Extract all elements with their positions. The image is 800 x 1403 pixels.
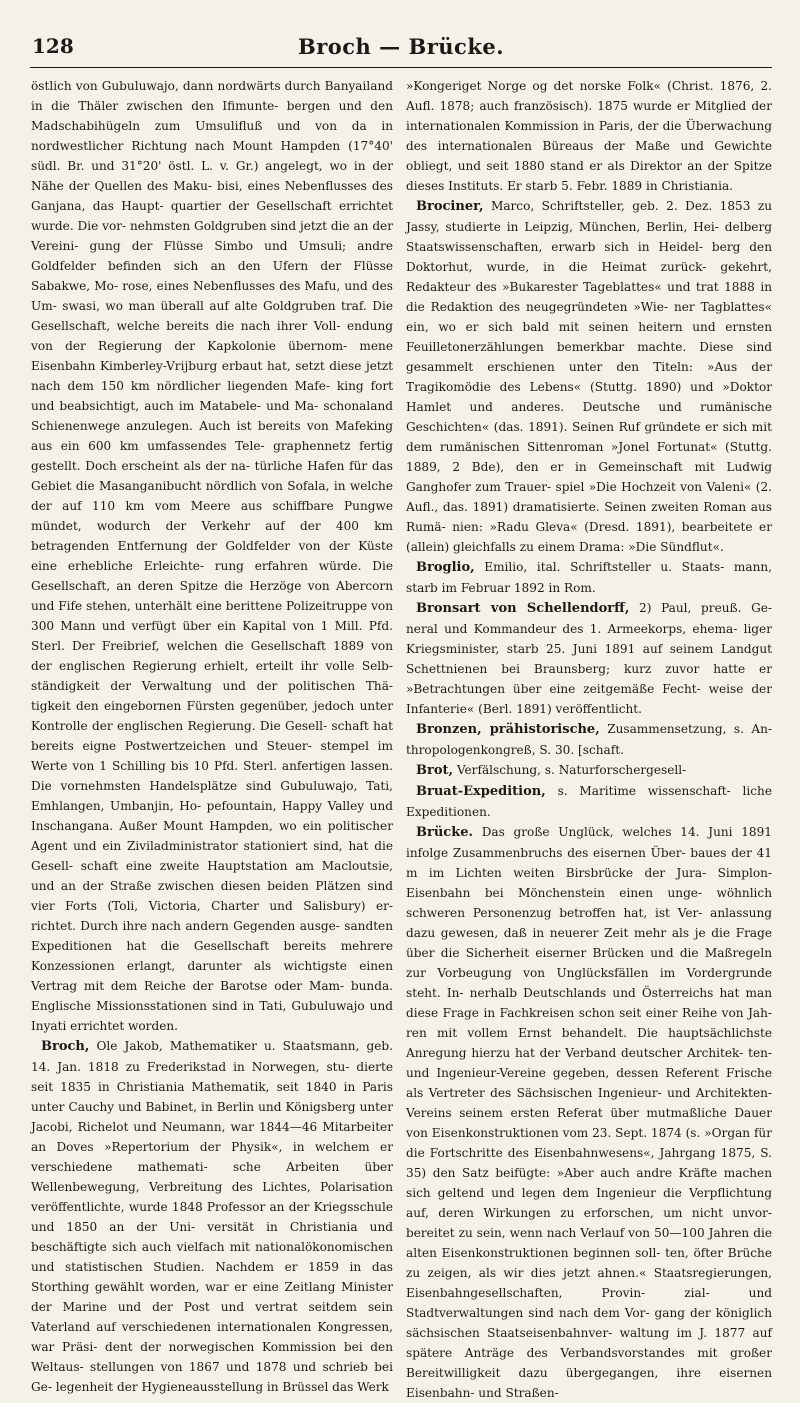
- entry-text: Marco, Schriftsteller, geb. 2. Dez. 1853 zu Jassy, studierte in Leipzig, München, Berlin, Hei- delberg Staatswissenschaften, erwarb sich in Heidel- berg den Doktorhut, wurde, in die Heimat zurück- gekehrt, Redakteur des »Bukarester Tageblattes« und trat 1888 in die Redaktion des neugegründeten »Wie- ner Tagblattes« ein, wo er sich bald mit seinen heitern und ernsten Feuilletonerzählungen bemerkbar machte. Diese sind gesammelt erschienen unter den Titeln: »Aus der Tragikomödie des Lebens« (Stuttg. 1890) und »Doktor Hamlet und anderes. Deutsche und rumänische Geschichten« (das. 1891). Seinen Ruf gründete er sich mit dem rumänischen Sittenroman »Jonel Fortunat« (Stuttg. 1889, 2 Bde), den er in Gemeinschaft mit Ludwig Ganghofer zum Trauer- spiel »Die Hochzeit von Valeni« (2. Aufl., das. 1891) dramatisierte. Seinen zweiten Roman aus Rumä- nien: »Radu Gleva« (Dresd. 1891), bearbeitete er (allein) gleichfalls zu einem Drama: »Die Sündflut«.: [406, 199, 772, 554]
- entry-broch: [31, 1036, 393, 1397]
- header-rule: [30, 67, 772, 68]
- entry-headword: Bronzen, prähistorische,: [416, 722, 600, 737]
- entry-headword: Bruat-Expedition,: [416, 784, 546, 799]
- entry-text: »Kongeriget Norge og det norske Folk« (Christ. 1876, 2. Aufl. 1878; auch französisch). 1875 wurde er Mitglied der internationalen Kommission in Paris, der die Überwachung des internationalen Büreaus der Maße und Gewichte obliegt, und seit 1880 stand er als Direktor an der Spitze dieses Instituts. Er starb 5. Febr. 1889 in Christiania.: [406, 79, 772, 193]
- entry-headword: Bronsart von Schellendorff,: [416, 601, 630, 616]
- page-number: 128: [32, 34, 74, 58]
- entry-brot: [406, 760, 772, 781]
- entry-bronsart: [406, 598, 772, 719]
- entry-text: Das große Unglück, welches 14. Juni 1891 infolge Zusammenbruchs des eisernen Über- baues der 41 m im Lichten weiten Birsbrücke der Jura- Simplon-Eisenbahn bei Mönchenstein einen unge- wöhnlich schweren Personenzug betroffen hat, ist Ver- anlassung dazu gewesen, daß in neuerer Zeit mehr als je die Frage über die Sicherheit eiserner Brücken und die Maßregeln zur Vorbeugung von Unglücksfällen im Vordergrunde steht. In- nerhalb Deutschlands und Österreichs hat man diese Frage in Fachkreisen schon seit einer Reihe von Jah- ren mit vollem Ernst behandelt. Die hauptsächlichste Anregung hierzu hat der Verband deutscher Architek- ten- und Ingenieur-Vereine gegeben, dessen Referent Frische als Vertreter des Sächsischen Ingenieur- und Architekten-Vereins seinem ersten Referat über mutmaßliche Dauer von Eisenkonstruktionen vom 23. Sept. 1874 (s. »Organ für die Fortschritte des Eisenbahnwesens«, Jahrgang 1875, S. 35) den Satz beifügte: »Aber auch andre Kräfte machen sich geltend und legen dem Ingenieur die Verpflichtung auf, deren Wirkungen zu erforschen, um nicht unvor- bereitet zu sein, wenn nach Verlauf von 50—100 Jahren die alten Eisenkonstruktionen beginnen soll- ten, öfter Brüche zu zeigen, als wir dies jetzt ahnen.« Staatsregierungen, Eisenbahngesellschaften, Provin- zial- und Stadtverwaltungen sind nach dem Vor- gang der königlich sächsischen Staatseisenbahnver- waltung im J. 1877 auf spätere Anträge des Verbandsvorstandes mit großer Bereitwilligkeit dazu übergegangen, ihre eisernen Eisenbahn- und Straßen-: [406, 825, 772, 1400]
- entry-text: östlich von Gubuluwajo, dann nordwärts durch Banyailand in die Thäler zwischen den Ifimunte- bergen und den Madschabihügeln zum Umsulifluß und von da in nordwestlicher Richtung nach Mount Hampden (17°40' südl. Br. und 31°20' östl. L. v. Gr.) angelegt, wo in der Nähe der Quellen des Maku- bisi, eines Nebenflusses des Ganjana, das Haupt- quartier der Gesellschaft errichtet wurde. Die vor- nehmsten Goldgruben sind jetzt die an der Vereini- gung der Flüsse Simbo und Umsuli; andre Goldfelder befinden sich an den Ufern der Flüsse Sabakwe, Mo- rose, eines Nebenflusses des Mafu, und des Um- swasi, wo man überall auf alte Goldgruben traf. Die Gesellschaft, welche bereits die nach ihrer Voll- endung von der Regierung der Kapkolonie übernom- mene Eisenbahn Kimberley-Vrijburg erbaut hat, setzt diese jetzt nach dem 150 km nördlicher liegenden Mafe- king fort und beabsichtigt, auch im Matabele- und Ma- schonaland Schienenwege anzulegen. Auch ist bereits von Mafeking aus ein 600 km umfassendes Tele- graphennetz fertig gestellt. Doch erscheint als der na- türliche Hafen für das Gebiet die Masanganibucht nördlich von Sofala, in welche der auf 110 km vom Meere aus schiffbare Pungwe mündet, wodurch der Verkehr auf der 400 km betragenden Entfernung der Goldfelder von der Küste eine erhebliche Erleichte- rung erfahren würde. Die Gesellschaft, an deren Spitze die Herzöge von Abercorn und Fife stehen, unterhält eine berittene Polizeitruppe von 300 Mann und verfügt über ein Kapital von 1 Mill. Pfd. Sterl. Der Freibrief, welchen die Gesellschaft 1889 von der englischen Regierung erhielt, erteilt ihr volle Selb- ständigkeit der Verwaltung und der politischen Thä- tigkeit den eingebornen Fürsten gegenüber, jedoch unter Kontrolle der englischen Regierung. Die Gesell- schaft hat bereits eigne Postwertzeichen und Steuer- stempel im Werte von 1 Schilling bis 10 Pfd. Sterl. anfertigen lassen. Die vornehmsten Handelsplätze sind Gubuluwajo, Tati, Emhlangen, Umbanjin, Ho- pefountain, Happy Valley und Inschangana. Außer Mount Hampden, wo ein politischer Agent und ein Ziviladministrator stationiert sind, hat die Gesell- schaft eine zweite Hauptstation am Macloutsie, und an der Straße zwischen diesen beiden Plätzen sind vier Forts (Toli, Victoria, Charter und Salisbury) er- richtet. Durch ihre nach andern Gegenden ausge- sandten Expeditionen hat die Gesellschaft bereits mehrere Konzessionen erlangt, darunter als wichtigste einen Vertrag mit dem Reiche der Barotse oder Mam- bunda. Englische Missionsstationen sind in Tati, Gubuluwajo und Inyati errichtet worden.: [31, 79, 393, 1033]
- entry-headword: Brot,: [416, 763, 454, 778]
- entry-headword: Broch,: [41, 1039, 90, 1054]
- entry-text: s. Maritime wissenschaft- liche Expeditionen.: [406, 784, 772, 819]
- entry-continuation: [31, 76, 393, 1036]
- entry-bruecke: [406, 822, 772, 1403]
- entry-continuation: [406, 76, 772, 196]
- entry-text: Ole Jakob, Mathematiker u. Staatsmann, geb. 14. Jan. 1818 zu Frederikstad in Norwegen, stu- dierte seit 1835 in Christiania Mathematik, seit 1840 in Paris unter Cauchy und Babinet, in Berlin und Königsberg unter Jacobi, Richelot und Neumann, war 1844—46 Mitarbeiter an Doves »Repertorium der Physik«, in welchem er verschiedene mathemati- sche Arbeiten über Wellenbewegung, Verbreitung des Lichtes, Polarisation veröffentlichte, wurde 1848 Professor an der Kriegsschule und 1850 an der Uni- versität in Christiania und beschäftigte sich auch vielfach mit nationalökonomischen und statistischen Studien. Nachdem er 1859 in das Storthing gewählt worden, war er eine Zeitlang Minister der Marine und der Post und vertrat seitdem sein Vaterland auf verschiedenen internationalen Kongressen, war Präsi- dent der norwegischen Kommission bei den Weltaus- stellungen von 1867 und 1878 und schrieb bei Ge- legenheit der Hygieneausstellung in Brüssel das Werk: [31, 1039, 393, 1394]
- entry-headword: Brociner,: [416, 199, 484, 214]
- entry-bruat-expedition: [406, 781, 772, 822]
- entry-text: Verfälschung, s. Naturforschergesell-: [456, 763, 687, 777]
- entry-text: Zusammensetzung, s. An- thropologenkongreß, S. 30. [schaft.: [406, 722, 772, 757]
- entry-headword: Broglio,: [416, 560, 475, 575]
- left-column: [31, 76, 393, 1397]
- page-header: [30, 34, 772, 64]
- running-head: Broch — Brücke.: [297, 34, 505, 59]
- entry-text: 2) Paul, preuß. Ge- neral und Kommandeur des 1. Armeekorps, ehema- liger Kriegsminister, starb 25. Juni 1891 auf seinem Landgut Schettnienen bei Braunsberg; kurz zuvor hatte er »Betrachtungen über eine zeitgemäße Fecht- weise der Infanterie« (Berl. 1891) veröffentlicht.: [406, 601, 772, 716]
- entry-bronzen: [406, 719, 772, 760]
- entry-text: Emilio, ital. Schriftsteller u. Staats- mann, starb im Februar 1892 in Rom.: [406, 560, 772, 595]
- entry-brociner: [406, 196, 772, 557]
- right-column: [406, 76, 772, 1403]
- entry-headword: Brücke.: [416, 825, 474, 840]
- entry-broglio: [406, 557, 772, 598]
